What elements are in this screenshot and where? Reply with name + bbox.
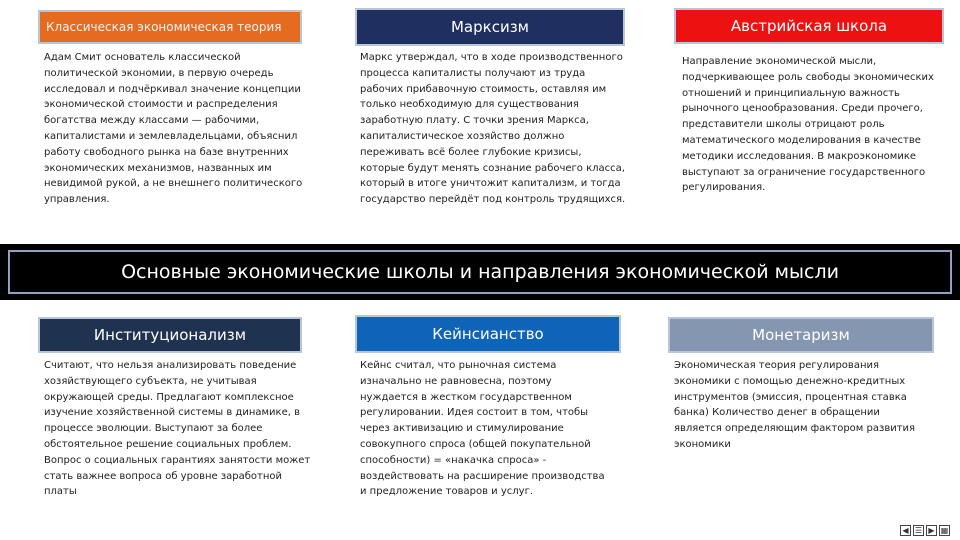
text-monetarism: Экономическая теория регулирования экономики с помощью денежно-кредитных инструментов (эмиссия, процентная ставка банка) Количество денег в обращении является определяющим фактором развития экономики: [674, 360, 916, 450]
header-austrian-label: Австрийская школа: [730, 17, 888, 35]
header-keynesianism: [355, 315, 621, 353]
header-austrian: [674, 8, 944, 44]
banner-title: [8, 250, 952, 294]
header-marxism: [355, 8, 625, 46]
header-classical: [38, 10, 302, 44]
banner-title-text: Основные экономические школы и направления экономической мысли: [121, 261, 839, 283]
header-marxism-label: Марксизм: [450, 18, 529, 36]
nav-next-icon[interactable]: ▶: [926, 525, 937, 536]
header-institutionalism: [38, 317, 302, 353]
text-austrian: Направление экономической мысли, подчеркивающее роль свободы экономических отношений и принципиальную важность рыночного ценообразования. Среди прочего, представители школы отрицают роль математического моделирования в качестве методики исследования. В макроэкономике выступают за ограничение государственного регулирования.: [682, 56, 934, 194]
slide-navigation[interactable]: [900, 525, 950, 536]
text-marxism: Маркс утверждал, что в ходе производственного процесса капиталисты получают из труда рабочих прибавочную стоимость, оставляя им только необходимую для существования заработную плату. С точки зрения Маркса, капиталистическое хозяйство должно переживать всё более глубокие кризисы, которые будут менять сознание рабочего класса, который в итоге уничтожит капитализм, и тогда государство перейдёт под контроль трудящихся.: [360, 52, 626, 206]
text-classical: Адам Смит основатель классической политической экономии, в первую очередь исследовал и подчёркивал значение концепции экономической стоимости и распределения богатства между классами — рабочими, капиталистами и землевладельцами, объяснил работу свободного рынка на базе внутренних экономических механизмов, названных им невидимой рукой, а не внешнего политического управления.: [44, 52, 303, 206]
header-monetarism-label: Монетаризм: [752, 326, 850, 344]
text-institutionalism: Считают, что нельзя анализировать поведение хозяйствующего субъекта, не учитывая окружающей среды. Предлагают комплексное изучение хозяйственной системы в динамике, в процессе эволюции. Выступают за более обстоятельное решение социальных проблем. Вопрос о социальных гарантиях занятости может стать важнее вопроса об уровне заработной платы: [44, 360, 311, 498]
header-keynesianism-label: Кейнсианство: [432, 325, 544, 343]
nav-end-icon[interactable]: ▦: [940, 526, 949, 535]
header-institutionalism-label: Институционализм: [93, 326, 247, 344]
header-classical-label: Классическая экономическая теория: [46, 20, 282, 34]
nav-prev-icon[interactable]: ◀: [900, 525, 911, 536]
text-keynesianism: Кейнс считал, что рыночная система изначально не равновесна, поэтому нуждается в жестком государственном регулировании. Идея состоит в том, чтобы через активизацию и стимулирование совокупного спроса (общей покупательной способности) = «накачка спроса» - воздействовать на расширение производства и предложение товаров и услуг.: [360, 360, 605, 498]
header-monetarism: [668, 317, 934, 353]
nav-menu-icon[interactable]: ☰: [914, 526, 923, 535]
